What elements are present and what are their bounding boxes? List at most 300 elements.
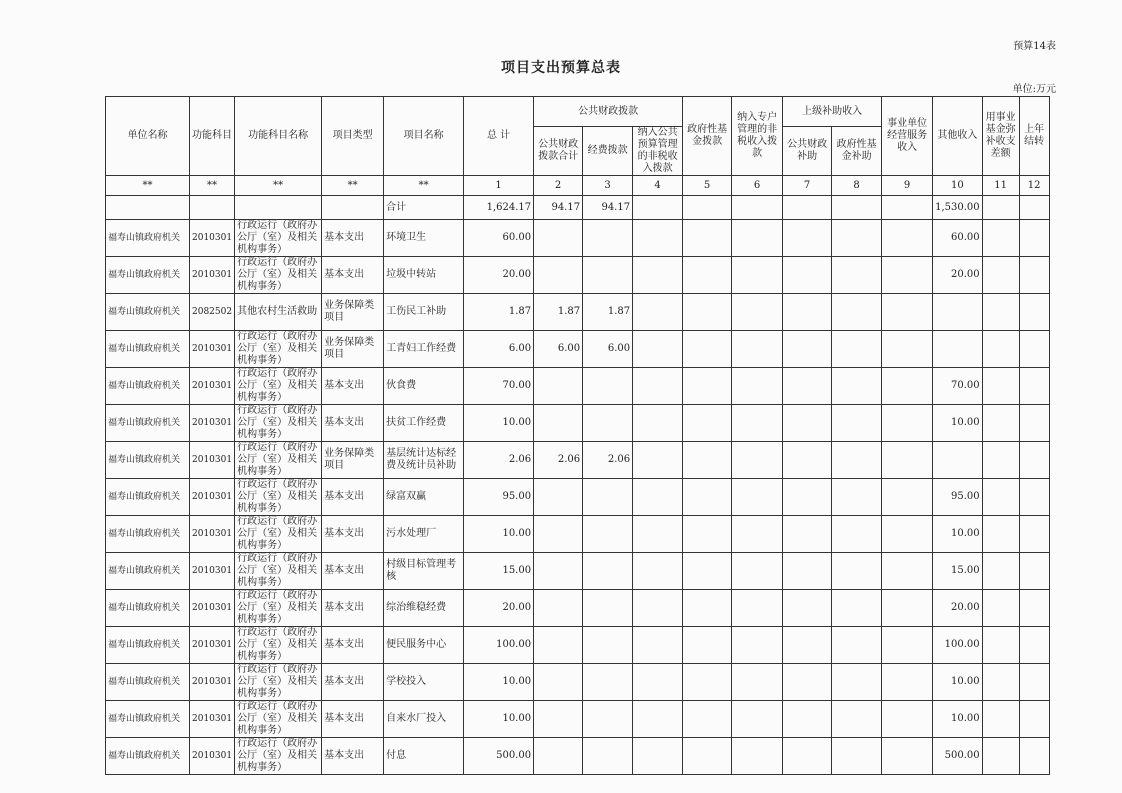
proj-name-cell: 工青妇工作经费 <box>384 331 464 368</box>
empty-cell <box>683 701 732 738</box>
empty-cell <box>882 590 933 627</box>
proj-type-cell: 基本支出 <box>322 405 384 442</box>
proj-type-cell: 业务保障类项目 <box>322 294 384 331</box>
empty-cell <box>633 664 683 701</box>
empty-cell <box>832 220 882 257</box>
other-cell: 10.00 <box>933 664 983 701</box>
empty-cell <box>633 257 683 294</box>
func-name-cell: 行政运行（政府办公厅（室）及相关机构事务） <box>235 257 322 294</box>
empty-cell <box>783 257 832 294</box>
total-cell: 10.00 <box>464 405 534 442</box>
public-total-cell <box>534 257 583 294</box>
empty-cell <box>982 257 1019 294</box>
unit-cell: 福寿山镇政府机关 <box>106 294 190 331</box>
funding-cell <box>583 257 633 294</box>
other-cell: 20.00 <box>933 257 983 294</box>
other-cell: 100.00 <box>933 627 983 664</box>
table-row <box>106 627 1050 664</box>
index-cell: 6 <box>732 176 783 196</box>
empty-cell <box>1019 590 1049 627</box>
funding-cell <box>583 701 633 738</box>
empty-cell <box>783 590 832 627</box>
table-row <box>106 553 1050 590</box>
index-cell: 4 <box>633 176 683 196</box>
total-cell: 1.87 <box>464 294 534 331</box>
empty-cell <box>732 664 783 701</box>
proj-name-cell: 村级目标管理考核 <box>384 553 464 590</box>
funding-cell <box>583 220 633 257</box>
empty-cell <box>1019 701 1049 738</box>
total-other: 1,530.00 <box>933 196 983 220</box>
unit-cell: 福寿山镇政府机关 <box>106 368 190 405</box>
empty-cell <box>882 738 933 775</box>
empty-cell <box>732 738 783 775</box>
empty-cell <box>982 220 1019 257</box>
unit-cell: 福寿山镇政府机关 <box>106 331 190 368</box>
proj-name-cell: 工伤民工补助 <box>384 294 464 331</box>
empty-cell <box>882 553 933 590</box>
funding-cell <box>583 590 633 627</box>
empty-cell <box>783 701 832 738</box>
empty-cell <box>982 479 1019 516</box>
empty-cell <box>832 368 882 405</box>
proj-type-cell: 基本支出 <box>322 738 384 775</box>
empty-cell <box>633 553 683 590</box>
empty-cell <box>683 664 732 701</box>
empty-cell <box>882 294 933 331</box>
empty-cell <box>633 331 683 368</box>
proj-name-cell: 基层统计达标经费及统计员补助 <box>384 442 464 479</box>
empty-cell <box>633 627 683 664</box>
proj-type-cell: 基本支出 <box>322 627 384 664</box>
empty-cell <box>882 257 933 294</box>
proj-name-cell: 自来水厂投入 <box>384 701 464 738</box>
proj-name-cell: 扶贫工作经费 <box>384 405 464 442</box>
public-total-cell <box>534 405 583 442</box>
total-cell: 500.00 <box>464 738 534 775</box>
proj-name-cell: 便民服务中心 <box>384 627 464 664</box>
func-name-cell: 行政运行（政府办公厅（室）及相关机构事务） <box>235 590 322 627</box>
empty-cell <box>732 257 783 294</box>
table-row <box>106 516 1050 553</box>
empty-cell <box>783 405 832 442</box>
unit-cell: 福寿山镇政府机关 <box>106 257 190 294</box>
funding-cell <box>583 479 633 516</box>
empty-cell <box>1019 220 1049 257</box>
empty-cell <box>832 294 882 331</box>
proj-type-cell: 业务保障类项目 <box>322 442 384 479</box>
header-sup-public: 公共财政补助 <box>783 127 832 176</box>
proj-type-cell: 基本支出 <box>322 664 384 701</box>
proj-name-cell: 伙食费 <box>384 368 464 405</box>
code-cell: 2010301 <box>190 701 235 738</box>
table-number: 预算14表 <box>1013 41 1056 52</box>
other-cell: 10.00 <box>933 405 983 442</box>
total-label: 合计 <box>384 196 464 220</box>
funding-cell <box>583 516 633 553</box>
code-cell: 2010301 <box>190 516 235 553</box>
func-name-cell: 行政运行（政府办公厅（室）及相关机构事务） <box>235 368 322 405</box>
empty-cell <box>882 442 933 479</box>
proj-name-cell: 污水处理厂 <box>384 516 464 553</box>
code-cell: 2010301 <box>190 590 235 627</box>
public-total-cell <box>534 516 583 553</box>
empty-cell <box>882 627 933 664</box>
empty-cell <box>783 553 832 590</box>
code-cell: 2010301 <box>190 368 235 405</box>
public-total-cell: 6.00 <box>534 331 583 368</box>
index-row <box>106 176 1050 196</box>
total-cell: 10.00 <box>464 664 534 701</box>
header-special-nontax: 纳入专户管理的非税收入拨款 <box>732 97 783 176</box>
empty-cell <box>982 627 1019 664</box>
table-row <box>106 294 1050 331</box>
public-total-cell <box>534 664 583 701</box>
total-cell: 60.00 <box>464 220 534 257</box>
header-unit-name: 单位名称 <box>106 97 190 176</box>
code-cell: 2010301 <box>190 553 235 590</box>
empty-cell <box>633 590 683 627</box>
proj-type-cell: 基本支出 <box>322 553 384 590</box>
proj-type-cell: 业务保障类项目 <box>322 331 384 368</box>
empty-cell <box>683 479 732 516</box>
func-name-cell: 其他农村生活救助 <box>235 294 322 331</box>
empty-cell <box>732 331 783 368</box>
index-cell: 8 <box>832 176 882 196</box>
other-cell: 500.00 <box>933 738 983 775</box>
empty-cell <box>832 442 882 479</box>
empty-cell <box>1019 664 1049 701</box>
empty-cell <box>683 442 732 479</box>
table-row <box>106 738 1050 775</box>
code-cell: 2010301 <box>190 664 235 701</box>
func-name-cell: 行政运行（政府办公厅（室）及相关机构事务） <box>235 627 322 664</box>
public-total-cell: 2.06 <box>534 442 583 479</box>
empty-cell <box>633 442 683 479</box>
header-func-code: 功能科目 <box>190 97 235 176</box>
total-cell: 10.00 <box>464 516 534 553</box>
other-cell <box>933 331 983 368</box>
proj-name-cell: 绿富双赢 <box>384 479 464 516</box>
empty-cell <box>982 738 1019 775</box>
empty-cell <box>683 627 732 664</box>
empty-cell <box>882 405 933 442</box>
empty-cell <box>1019 368 1049 405</box>
code-cell: 2010301 <box>190 405 235 442</box>
index-cell: ** <box>322 176 384 196</box>
func-name-cell: 行政运行（政府办公厅（室）及相关机构事务） <box>235 553 322 590</box>
table-row <box>106 331 1050 368</box>
empty-cell <box>683 738 732 775</box>
empty-cell <box>683 220 732 257</box>
empty-cell <box>882 368 933 405</box>
total-cell: 100.00 <box>464 627 534 664</box>
empty-cell <box>1019 627 1049 664</box>
empty-cell <box>633 405 683 442</box>
empty-cell <box>982 516 1019 553</box>
unit-cell: 福寿山镇政府机关 <box>106 627 190 664</box>
header-other: 其他收入 <box>933 97 983 176</box>
func-name-cell: 行政运行（政府办公厅（室）及相关机构事务） <box>235 220 322 257</box>
header-proj-type: 项目类型 <box>322 97 384 176</box>
empty-cell <box>732 516 783 553</box>
header-funding: 经费拨款 <box>583 127 633 176</box>
funding-cell <box>583 405 633 442</box>
proj-name-cell: 付息 <box>384 738 464 775</box>
public-total-cell <box>534 701 583 738</box>
empty-cell <box>1019 294 1049 331</box>
index-cell: 11 <box>982 176 1019 196</box>
empty-cell <box>732 590 783 627</box>
func-name-cell: 行政运行（政府办公厅（室）及相关机构事务） <box>235 405 322 442</box>
table-row <box>106 368 1050 405</box>
other-cell <box>933 294 983 331</box>
empty-cell <box>732 368 783 405</box>
index-cell: 10 <box>933 176 983 196</box>
func-name-cell: 行政运行（政府办公厅（室）及相关机构事务） <box>235 738 322 775</box>
empty-cell <box>982 590 1019 627</box>
public-total-cell <box>534 220 583 257</box>
funding-cell <box>583 368 633 405</box>
empty-cell <box>832 257 882 294</box>
empty-cell <box>783 368 832 405</box>
empty-cell <box>982 442 1019 479</box>
empty-cell <box>832 479 882 516</box>
empty-cell <box>783 738 832 775</box>
proj-name-cell: 学校投入 <box>384 664 464 701</box>
empty-cell <box>783 627 832 664</box>
empty-cell <box>982 553 1019 590</box>
other-cell: 10.00 <box>933 701 983 738</box>
empty-cell <box>783 516 832 553</box>
empty-cell <box>783 294 832 331</box>
func-name-cell: 行政运行（政府办公厅（室）及相关机构事务） <box>235 516 322 553</box>
public-total-cell: 1.87 <box>534 294 583 331</box>
empty-cell <box>683 590 732 627</box>
unit-cell: 福寿山镇政府机关 <box>106 479 190 516</box>
public-total-cell <box>534 553 583 590</box>
empty-cell <box>882 331 933 368</box>
empty-cell <box>683 553 732 590</box>
empty-cell <box>832 738 882 775</box>
empty-cell <box>832 627 882 664</box>
total-cell: 10.00 <box>464 701 534 738</box>
empty-cell <box>832 331 882 368</box>
empty-cell <box>832 590 882 627</box>
header-total: 总 计 <box>464 97 534 176</box>
code-cell: 2010301 <box>190 442 235 479</box>
total-cell: 70.00 <box>464 368 534 405</box>
empty-cell <box>832 516 882 553</box>
total-funding: 94.17 <box>583 196 633 220</box>
empty-cell <box>832 553 882 590</box>
table-row <box>106 405 1050 442</box>
unit-cell: 福寿山镇政府机关 <box>106 442 190 479</box>
header-func-name: 功能科目名称 <box>235 97 322 176</box>
empty-cell <box>683 405 732 442</box>
table-row <box>106 479 1050 516</box>
total-cell: 6.00 <box>464 331 534 368</box>
func-name-cell: 行政运行（政府办公厅（室）及相关机构事务） <box>235 331 322 368</box>
other-cell: 15.00 <box>933 553 983 590</box>
empty-cell <box>783 331 832 368</box>
funding-cell <box>583 553 633 590</box>
unit-cell: 福寿山镇政府机关 <box>106 553 190 590</box>
empty-cell <box>982 294 1019 331</box>
empty-cell <box>982 368 1019 405</box>
other-cell: 10.00 <box>933 516 983 553</box>
proj-name-cell: 综治维稳经费 <box>384 590 464 627</box>
funding-cell: 6.00 <box>583 331 633 368</box>
empty-cell <box>732 701 783 738</box>
code-cell: 2010301 <box>190 220 235 257</box>
public-total-cell <box>534 627 583 664</box>
empty-cell <box>633 368 683 405</box>
empty-cell <box>683 368 732 405</box>
other-cell: 70.00 <box>933 368 983 405</box>
table-row <box>106 701 1050 738</box>
code-cell: 2010301 <box>190 257 235 294</box>
budget-table <box>105 96 1050 775</box>
empty-cell <box>1019 553 1049 590</box>
index-cell: 5 <box>683 176 732 196</box>
code-cell: 2010301 <box>190 627 235 664</box>
func-name-cell: 行政运行（政府办公厅（室）及相关机构事务） <box>235 479 322 516</box>
empty-cell <box>633 701 683 738</box>
header-proj-name: 项目名称 <box>384 97 464 176</box>
proj-type-cell: 基本支出 <box>322 220 384 257</box>
total-row <box>106 196 1050 220</box>
empty-cell <box>732 220 783 257</box>
empty-cell <box>1019 405 1049 442</box>
func-name-cell: 行政运行（政府办公厅（室）及相关机构事务） <box>235 701 322 738</box>
proj-type-cell: 基本支出 <box>322 701 384 738</box>
unit-cell: 福寿山镇政府机关 <box>106 590 190 627</box>
code-cell: 2010301 <box>190 738 235 775</box>
index-cell: 3 <box>583 176 633 196</box>
empty-cell <box>633 294 683 331</box>
empty-cell <box>832 405 882 442</box>
empty-cell <box>982 701 1019 738</box>
proj-name-cell: 垃圾中转站 <box>384 257 464 294</box>
empty-cell <box>982 664 1019 701</box>
empty-cell <box>783 442 832 479</box>
empty-cell <box>732 553 783 590</box>
empty-cell <box>683 516 732 553</box>
public-total-cell <box>534 738 583 775</box>
public-total-cell <box>534 590 583 627</box>
empty-cell <box>633 738 683 775</box>
code-cell: 2010301 <box>190 331 235 368</box>
header-enterprise: 事业单位经营服务收入 <box>882 97 933 176</box>
index-cell: 7 <box>783 176 832 196</box>
empty-cell <box>1019 257 1049 294</box>
header-superior: 上级补助收入 <box>783 97 882 127</box>
empty-cell <box>832 701 882 738</box>
header-fund-diff: 用事业基金弥补收支差额 <box>982 97 1019 176</box>
index-cell: ** <box>190 176 235 196</box>
index-cell: ** <box>106 176 190 196</box>
empty-cell <box>882 479 933 516</box>
index-cell: 1 <box>464 176 534 196</box>
empty-cell <box>1019 738 1049 775</box>
empty-cell <box>1019 516 1049 553</box>
empty-cell <box>982 331 1019 368</box>
unit-cell: 福寿山镇政府机关 <box>106 701 190 738</box>
total-cell: 95.00 <box>464 479 534 516</box>
public-total-cell <box>534 479 583 516</box>
proj-type-cell: 基本支出 <box>322 368 384 405</box>
empty-cell <box>683 257 732 294</box>
proj-type-cell: 基本支出 <box>322 479 384 516</box>
index-cell: 9 <box>882 176 933 196</box>
empty-cell <box>1019 479 1049 516</box>
unit-cell: 福寿山镇政府机关 <box>106 738 190 775</box>
total-cell: 2.06 <box>464 442 534 479</box>
proj-type-cell: 基本支出 <box>322 516 384 553</box>
header-public-fin: 公共财政拨款 <box>534 97 683 127</box>
empty-cell <box>783 479 832 516</box>
empty-cell <box>1019 442 1049 479</box>
unit-cell: 福寿山镇政府机关 <box>106 516 190 553</box>
header-public-total: 公共财政拨款合计 <box>534 127 583 176</box>
proj-type-cell: 基本支出 <box>322 590 384 627</box>
funding-cell <box>583 664 633 701</box>
header-sup-gov-fund: 政府性基金补助 <box>832 127 882 176</box>
proj-name-cell: 环境卫生 <box>384 220 464 257</box>
header-carryover: 上年结转 <box>1019 97 1049 176</box>
empty-cell <box>882 664 933 701</box>
index-cell: 2 <box>534 176 583 196</box>
proj-type-cell: 基本支出 <box>322 257 384 294</box>
func-name-cell: 行政运行（政府办公厅（室）及相关机构事务） <box>235 442 322 479</box>
index-cell: ** <box>384 176 464 196</box>
table-row <box>106 257 1050 294</box>
index-cell: ** <box>235 176 322 196</box>
page-title: 项目支出预算总表 <box>501 60 621 76</box>
unit-cell: 福寿山镇政府机关 <box>106 220 190 257</box>
total-cell: 15.00 <box>464 553 534 590</box>
empty-cell <box>633 479 683 516</box>
index-cell: 12 <box>1019 176 1049 196</box>
public-total-cell <box>534 368 583 405</box>
table-row <box>106 590 1050 627</box>
total-public-total: 94.17 <box>534 196 583 220</box>
funding-cell <box>583 627 633 664</box>
table-row <box>106 220 1050 257</box>
code-cell: 2082502 <box>190 294 235 331</box>
table-row <box>106 664 1050 701</box>
other-cell: 60.00 <box>933 220 983 257</box>
unit-cell: 福寿山镇政府机关 <box>106 664 190 701</box>
total-total: 1,624.17 <box>464 196 534 220</box>
empty-cell <box>732 294 783 331</box>
funding-cell <box>583 738 633 775</box>
other-cell <box>933 442 983 479</box>
empty-cell <box>783 664 832 701</box>
table-row <box>106 442 1050 479</box>
empty-cell <box>732 442 783 479</box>
empty-cell <box>732 479 783 516</box>
unit-label: 单位:万元 <box>1012 84 1056 95</box>
empty-cell <box>982 405 1019 442</box>
empty-cell <box>683 294 732 331</box>
code-cell: 2010301 <box>190 479 235 516</box>
empty-cell <box>783 220 832 257</box>
empty-cell <box>633 220 683 257</box>
empty-cell <box>732 627 783 664</box>
empty-cell <box>1019 331 1049 368</box>
